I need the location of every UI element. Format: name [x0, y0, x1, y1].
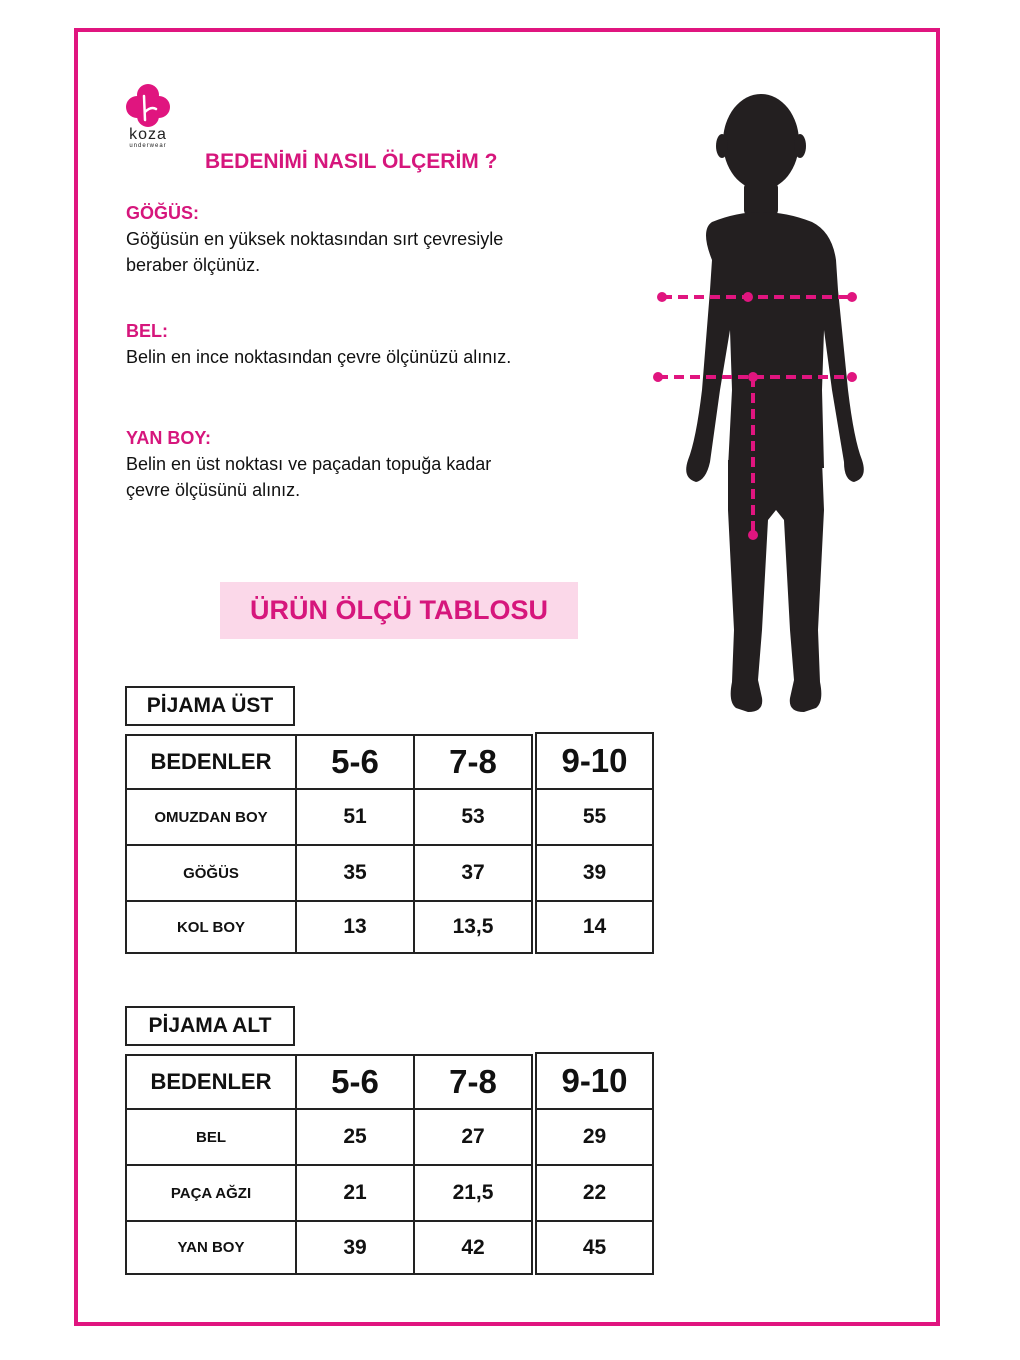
- table-cell: 55: [535, 788, 654, 846]
- section-line: Göğüsün en yüksek noktasından sırt çevresiyle: [126, 229, 504, 249]
- table-cell: 39: [535, 844, 654, 902]
- child-silhouette-icon: [686, 94, 864, 712]
- size-header: 7-8: [413, 1054, 533, 1110]
- flower-logo-icon: [124, 82, 172, 130]
- section-side-length: [126, 425, 626, 503]
- table-cell: 13: [295, 900, 415, 954]
- table-cell: 42: [413, 1220, 533, 1275]
- row-label: OMUZDAN BOY: [125, 788, 297, 846]
- table-cell: 51: [295, 788, 415, 846]
- size-chart-banner: ÜRÜN ÖLÇÜ TABLOSU: [220, 582, 578, 639]
- size-header: 9-10: [535, 1052, 654, 1110]
- section-label: BEL:: [126, 321, 168, 341]
- table-cell: 21,5: [413, 1164, 533, 1222]
- bottom-table-title: PİJAMA ALT: [125, 1006, 295, 1046]
- page-title: BEDENİMİ NASIL ÖLÇERİM ?: [205, 150, 498, 173]
- table-cell: 13,5: [413, 900, 533, 954]
- table-cell: 22: [535, 1164, 654, 1222]
- section-line: beraber ölçünüz.: [126, 255, 261, 275]
- table-cell: 53: [413, 788, 533, 846]
- brand-subtitle: underwear: [129, 143, 167, 149]
- table-cell: 37: [413, 844, 533, 902]
- table-cell: 45: [535, 1220, 654, 1275]
- header-label: BEDENLER: [125, 734, 297, 790]
- row-label: KOL BOY: [125, 900, 297, 954]
- brand-logo: [122, 82, 176, 158]
- table-cell: 14: [535, 900, 654, 954]
- table-cell: 35: [295, 844, 415, 902]
- size-header: 7-8: [413, 734, 533, 790]
- top-table-title: PİJAMA ÜST: [125, 686, 295, 726]
- row-label: YAN BOY: [125, 1220, 297, 1275]
- brand-name: koza: [129, 126, 167, 143]
- row-label: BEL: [125, 1108, 297, 1166]
- section-line: çevre ölçüsünü alınız.: [126, 480, 301, 500]
- row-label: GÖĞÜS: [125, 844, 297, 902]
- size-header: 5-6: [295, 734, 415, 790]
- child-silhouette-figure: [640, 90, 880, 730]
- section-line: Belin en üst noktası ve paçadan topuğa kadar: [126, 454, 492, 474]
- section-chest: [126, 200, 626, 278]
- section-label: GÖĞÜS:: [126, 203, 200, 223]
- table-cell: 27: [413, 1108, 533, 1166]
- row-label: PAÇA AĞZI: [125, 1164, 297, 1222]
- section-line: Belin en ince noktasından çevre ölçünüzü alınız.: [126, 347, 512, 367]
- table-cell: 29: [535, 1108, 654, 1166]
- size-header: 9-10: [535, 732, 654, 790]
- table-cell: 21: [295, 1164, 415, 1222]
- section-waist: [126, 318, 626, 370]
- table-cell: 39: [295, 1220, 415, 1275]
- header-label: BEDENLER: [125, 1054, 297, 1110]
- table-cell: 25: [295, 1108, 415, 1166]
- size-header: 5-6: [295, 1054, 415, 1110]
- section-label: YAN BOY:: [126, 428, 212, 448]
